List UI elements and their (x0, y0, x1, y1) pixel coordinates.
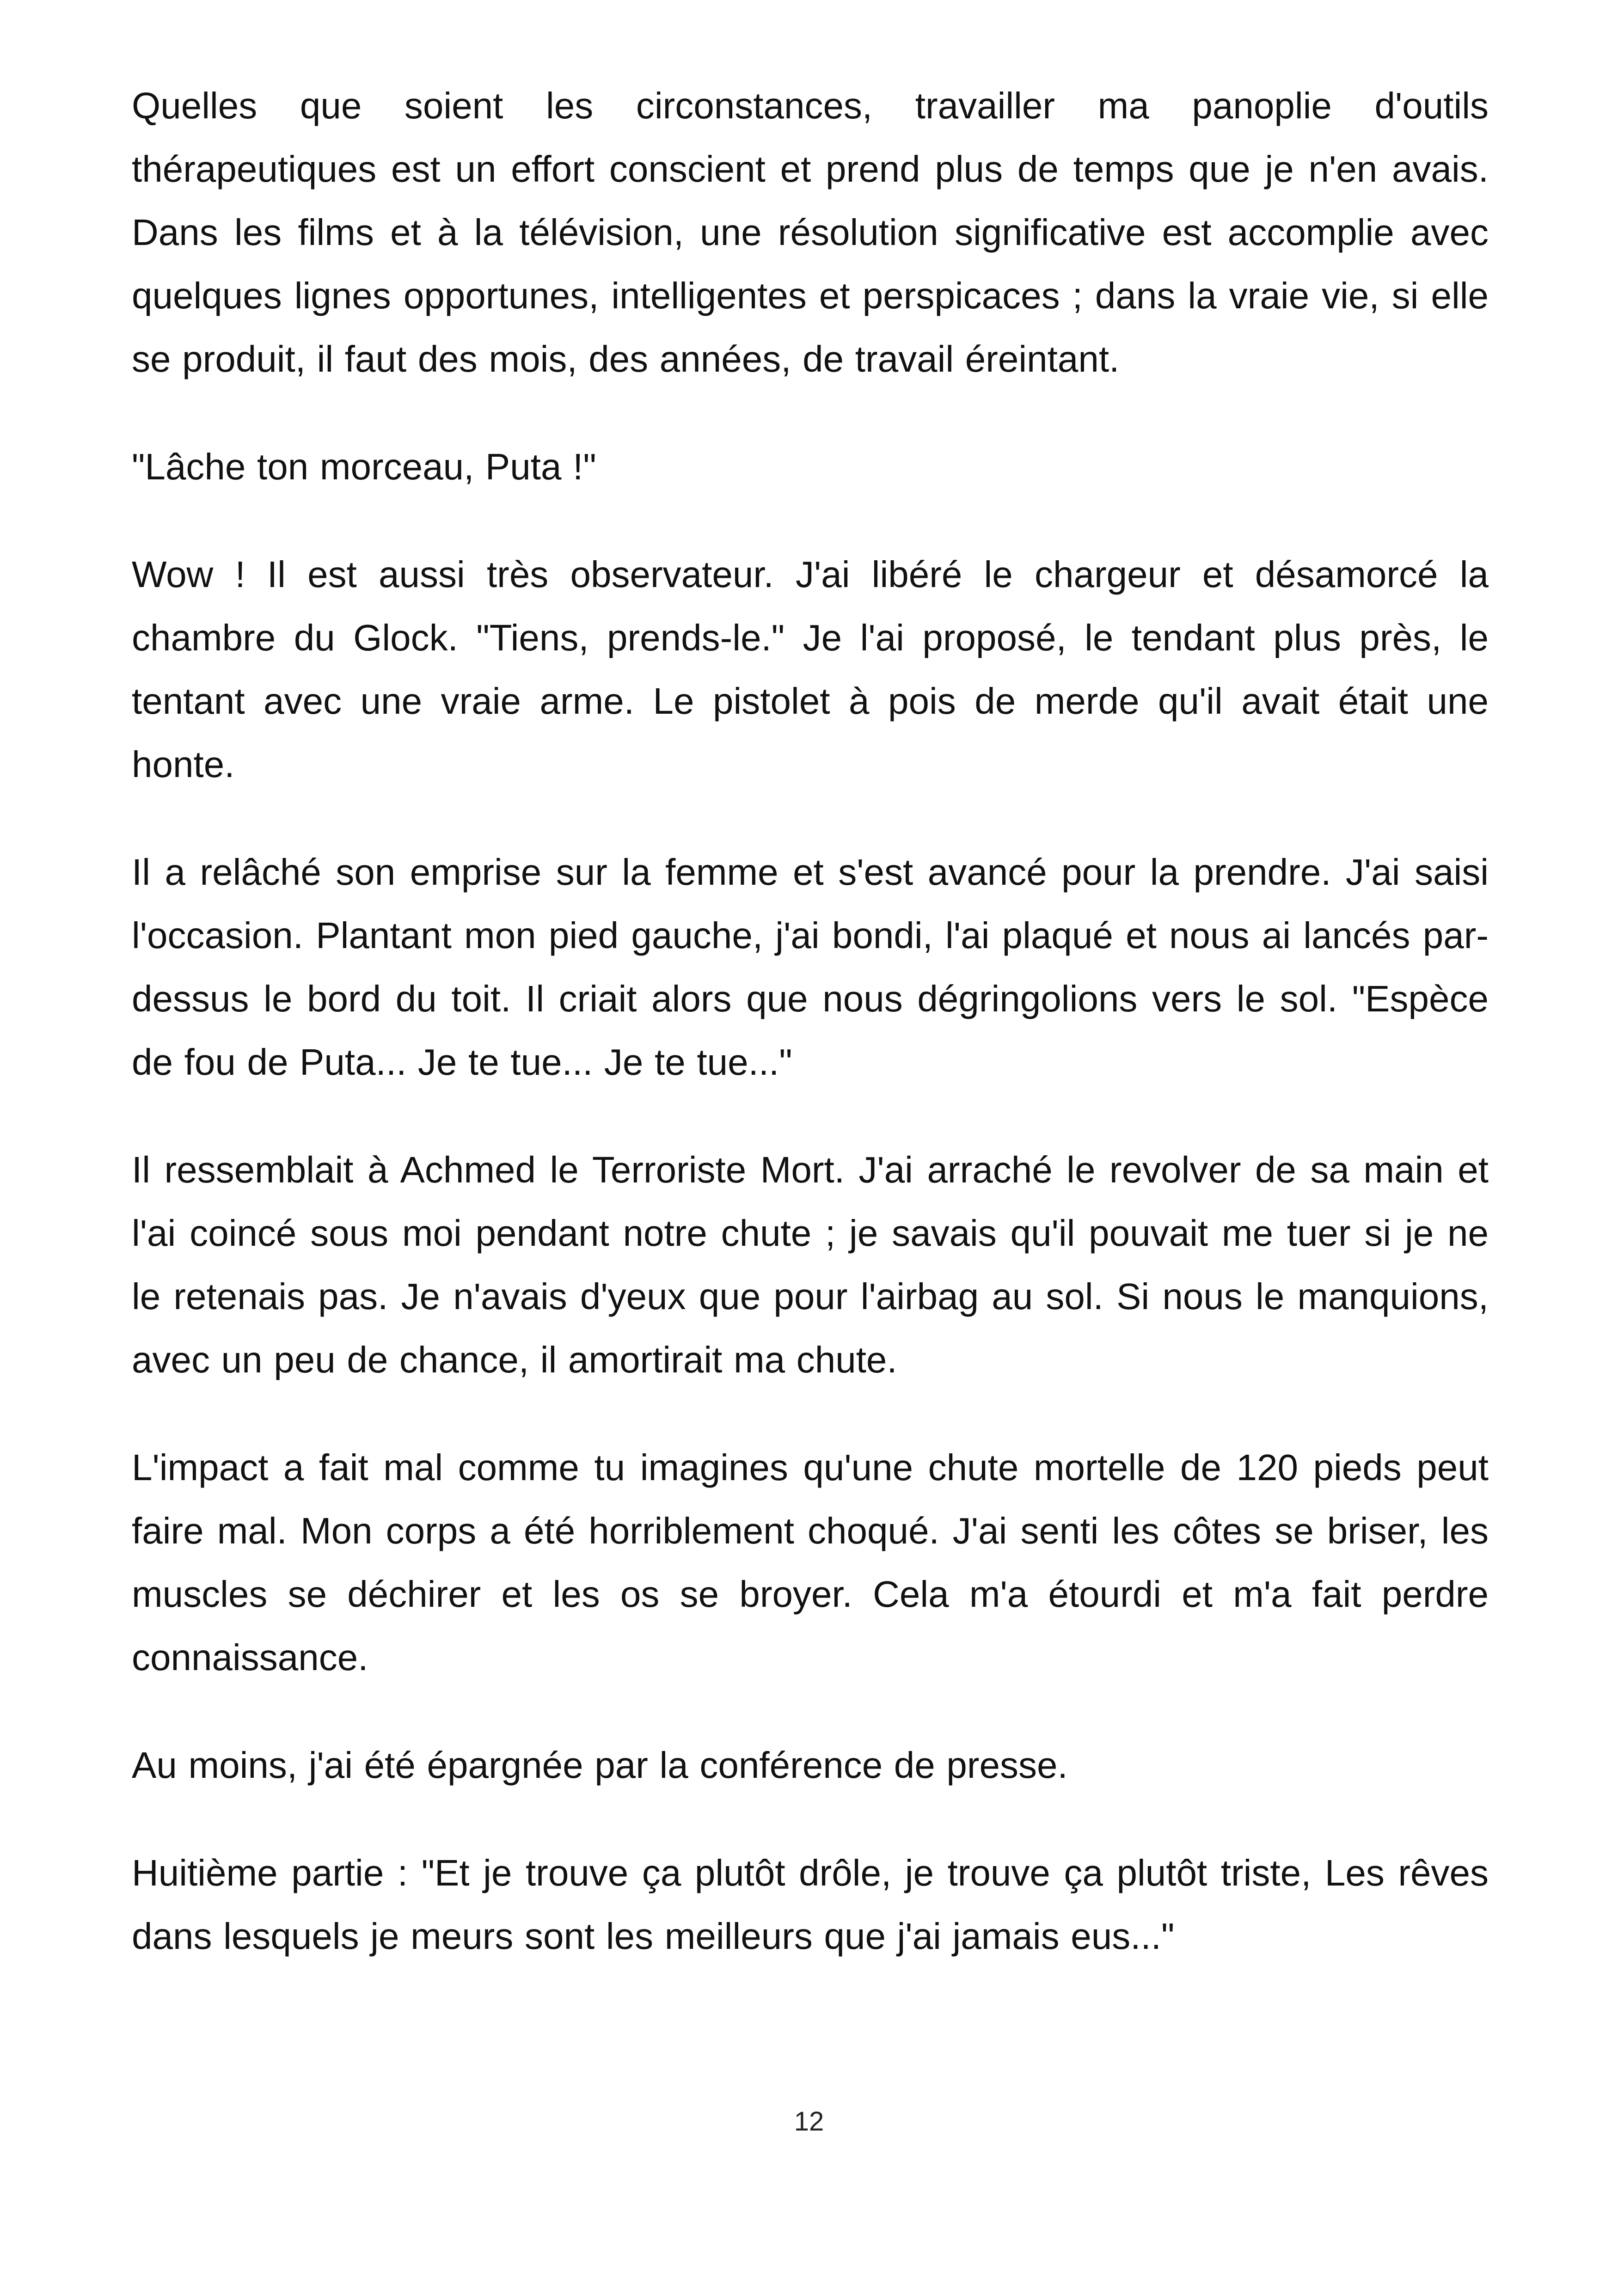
paragraph-7: Au moins, j'ai été épargnée par la conférence de presse. (132, 1745, 1068, 1786)
paragraph-1: Quelles que soient les circonstances, travailler ma panoplie d'outils thérapeutiques est un effort conscient et prend plus de temps que je n'en avais. Dans les films et à la télévision, une résolution significative est accomplie avec quelques lignes opportunes, intelligentes et perspicaces ; dans la vraie vie, si elle se produit, il faut des mois, des années, de travail éreintant. (132, 85, 1489, 380)
paragraph-5: Il ressemblait à Achmed le Terroriste Mort. J'ai arraché le revolver de sa main et l'ai coincé sous moi pendant notre chute ; je savais qu'il pouvait me tuer si je ne le retenais pas. Je n'avais d'yeux que pour l'airbag au sol. Si nous le manquions, avec un peu de chance, il amortirait ma chute. (132, 1149, 1489, 1380)
paragraph-6: L'impact a fait mal comme tu imagines qu'une chute mortelle de 120 pieds peut faire mal. Mon corps a été horriblement choqué. J'ai senti les côtes se briser, les muscles se déchirer et les os se broyer. Cela m'a étourdi et m'a fait perdre connaissance. (132, 1447, 1489, 1678)
paragraph-2: "Lâche ton morceau, Puta !" (132, 446, 596, 487)
paragraph-3: Wow ! Il est aussi très observateur. J'ai libéré le chargeur et désamorcé la chambre du Glock. "Tiens, prends-le." Je l'ai proposé, le tendant plus près, le tentant avec une vraie arme. Le pistolet à pois de merde qu'il avait était une honte. (132, 554, 1489, 785)
paragraph-4: Il a relâché son emprise sur la femme et s'est avancé pour la prendre. J'ai saisi l'occasion. Plantant mon pied gauche, j'ai bondi, l'ai plaqué et nous ai lancés par-dessus le bord du toit. Il criait alors que nous dégringolions vers le sol. "Espèce de fou de Puta... Je te tue... Je te tue..." (132, 851, 1489, 1083)
text-body (132, 74, 1489, 1968)
page-number: 12 (794, 2106, 824, 2137)
paragraph-8: Huitième partie : "Et je trouve ça plutôt drôle, je trouve ça plutôt triste, Les rêves dans lesquels je meurs sont les meilleurs que j'ai jamais eus..." (132, 1852, 1489, 1957)
